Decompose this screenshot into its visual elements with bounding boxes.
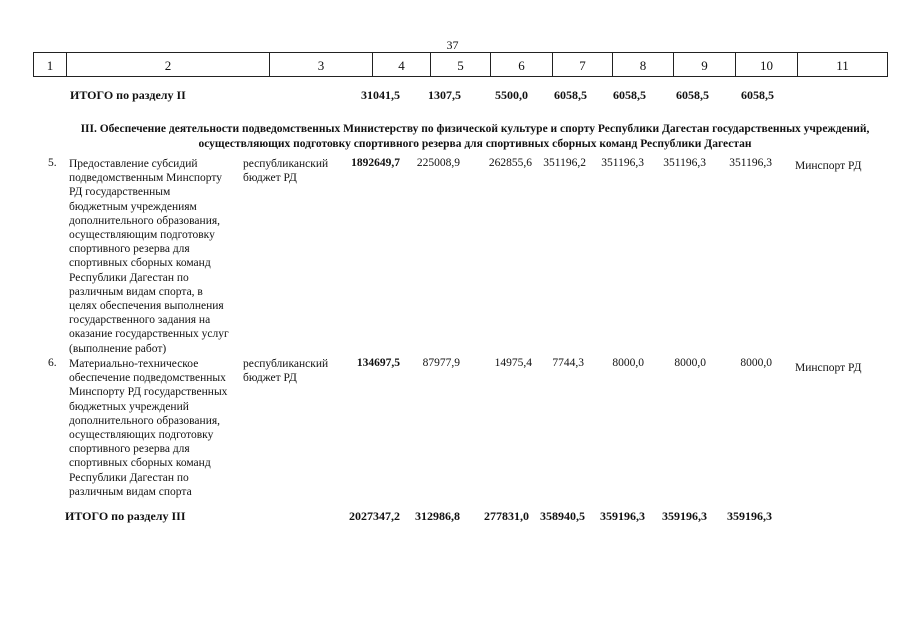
row-value: 225008,9 bbox=[416, 157, 460, 169]
column-header-row bbox=[33, 52, 888, 77]
row-value: 262855,6 bbox=[488, 157, 532, 169]
column-header-6: 6 bbox=[490, 53, 552, 76]
column-header-8: 8 bbox=[612, 53, 673, 76]
total-value: 277831,0 bbox=[484, 509, 529, 523]
row-value: 8000,0 bbox=[740, 357, 772, 369]
column-header-2: 2 bbox=[66, 53, 269, 76]
total-value: 1307,5 bbox=[428, 88, 461, 102]
column-header-9: 9 bbox=[673, 53, 735, 76]
row-value: 14975,4 bbox=[494, 357, 532, 369]
row-value: 7744,3 bbox=[552, 357, 584, 369]
column-header-5: 5 bbox=[430, 53, 490, 76]
total-value: 6058,5 bbox=[613, 88, 646, 102]
row-funding-source: республиканский бюджет РД bbox=[243, 158, 329, 185]
column-header-1: 1 bbox=[33, 53, 66, 76]
row-description: Материально-техническое обеспечение подведомственных Минспорту РД государственных бюджетных учреждений дополнительного образования, осуществляющих подготовку спортивного резерва для спортивных сборных команд Республики Дагестан по различным видам спорта bbox=[69, 358, 228, 498]
total-label: ИТОГО по разделу II bbox=[70, 88, 186, 102]
row-number: 6. bbox=[48, 357, 57, 369]
total-value: 6058,5 bbox=[676, 88, 709, 102]
row-value: 351196,3 bbox=[663, 157, 706, 169]
row-value: 8000,0 bbox=[674, 357, 706, 369]
row-total: 134697,5 bbox=[356, 357, 400, 369]
row-value: 8000,0 bbox=[612, 357, 644, 369]
row-executor: Минспорт РД bbox=[795, 160, 862, 172]
total-value: 5500,0 bbox=[495, 88, 528, 102]
column-header-4: 4 bbox=[372, 53, 430, 76]
row-total: 1892649,7 bbox=[351, 157, 400, 169]
row-executor: Минспорт РД bbox=[795, 362, 862, 374]
row-value: 351196,2 bbox=[543, 157, 586, 169]
column-header-11: 11 bbox=[797, 53, 888, 76]
section-title: III. Обеспечение деятельности подведомственных Министерству по физической культуре и спорту Республики Дагестан государственных учреждений, осуществляющих подготовку спортивного резерва для спортивных сборных команд Республики Дагестан bbox=[80, 123, 870, 150]
row-funding-source: республиканский бюджет РД bbox=[243, 358, 329, 385]
total-value: 359196,3 bbox=[600, 509, 645, 523]
total-value: 31041,5 bbox=[361, 88, 400, 102]
row-value: 351196,3 bbox=[729, 157, 772, 169]
total-label: ИТОГО по разделу III bbox=[65, 509, 186, 523]
total-value: 359196,3 bbox=[662, 509, 707, 523]
row-description: Предоставление субсидий подведомственным Минспорту РД государственным бюджетным учреждениям дополнительного образования, осуществляющим подготовку спортивного резерва для спортивных сборных команд Республики Дагестан по различным видам спорта, в целях обеспечения выполнения государственного задания на оказание государственных услуг (выполнение работ) bbox=[69, 158, 229, 355]
column-header-3: 3 bbox=[269, 53, 372, 76]
total-value: 358940,5 bbox=[540, 509, 585, 523]
row-value: 87977,9 bbox=[422, 357, 460, 369]
total-value: 359196,3 bbox=[727, 509, 772, 523]
column-header-10: 10 bbox=[735, 53, 797, 76]
total-value: 6058,5 bbox=[554, 88, 587, 102]
row-value: 351196,3 bbox=[601, 157, 644, 169]
column-header-7: 7 bbox=[552, 53, 612, 76]
total-value: 312986,8 bbox=[415, 509, 460, 523]
total-value: 2027347,2 bbox=[349, 509, 400, 523]
total-value: 6058,5 bbox=[741, 88, 774, 102]
row-number: 5. bbox=[48, 157, 57, 169]
page-number: 37 bbox=[446, 38, 459, 52]
